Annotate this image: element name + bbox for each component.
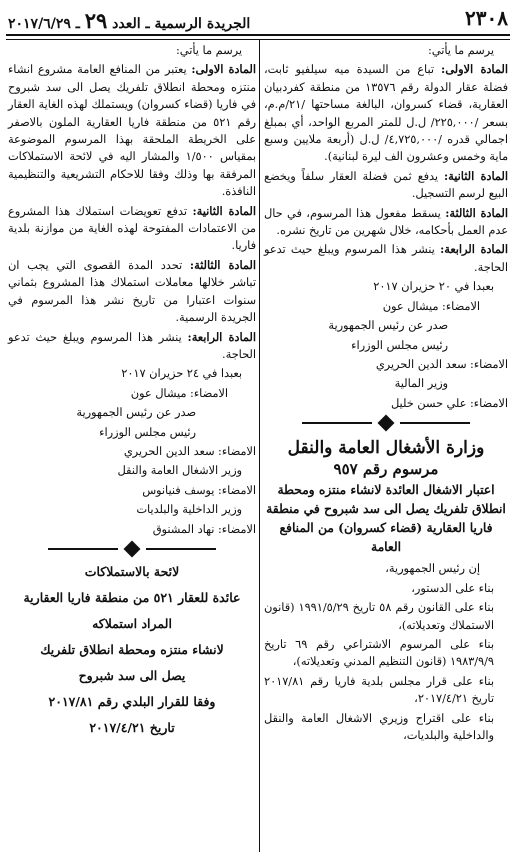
page-header [6,4,510,36]
signature: الامضاء: ميشال عون [130,386,228,400]
annex-line: المراد استملاكه [92,616,172,632]
column-divider [259,40,260,852]
annex-line: لائحة بالاستملاكات [84,564,180,580]
article-heading: المادة الثالثة: [445,205,508,220]
header-rule [6,39,510,40]
annex-line: وفقا للقرار البلدي رقم ٢٠١٧/٨١ [48,694,216,710]
decree-number: مرسوم رقم ٩٥٧ [333,459,439,478]
right-column [264,42,508,746]
signature: الامضاء: سعد الدين الحريري [375,357,508,371]
preamble-item: بناء على القانون رقم ٥٨ تاريخ ١٩٩١/٥/٢٩ (قانون الاستملاك وتعديلاته)، [264,601,494,632]
preamble-item: بناء على الدستور، [411,581,494,595]
issue-number: ٢٩ [84,8,108,33]
gazette-name: الجريدة الرسمية ـ العدد [112,16,251,32]
preamble-item: بناء على قرار مجلس بلدية فاريا رقم ٢٠١٧/٨١ تاريخ ٢٠١٧/٤/٢١، [264,674,494,706]
issue-date: ٢٠١٧/٦/٢٩ [8,16,71,32]
left-column [8,42,256,741]
article-3 [264,205,508,240]
ministry-heading: وزارة الأشغال العامة والنقل [287,437,485,458]
article-2 [264,168,508,203]
annex-line: لانشاء منتزه ومحطة انطلاق تلفريك [40,642,224,658]
article-body: يدفع ثمن فضلة العقار سلفاً ويخضع البيع لرسم التسجيل. [264,169,508,201]
pm-title: رئيس مجلس الوزراء [351,338,448,352]
article-heading: المادة الثانية: [192,203,256,218]
article-1 [8,61,256,200]
ornament [8,540,256,557]
pm-title: رئيس مجلس الوزراء [99,425,196,439]
separator: ـ [70,16,80,32]
article-heading: المادة الثانية: [444,168,508,183]
signature: الامضاء: سعد الدين الحريري [123,444,256,458]
article-heading: المادة الرابعة: [440,242,508,257]
minister-title: وزير الاشغال العامة والنقل [117,464,242,478]
annex-line: يصل الى سد شبروح [78,668,186,684]
signature: الامضاء: علي حسن خليل [390,396,508,410]
minister-title: وزير الداخلية والبلديات [136,503,242,517]
decree-intro: يرسم ما يأتي: [176,44,242,57]
signature: الامضاء: يوسف فنيانوس [142,483,256,497]
preamble-item: بناء على المرسوم الاشتراعي رقم ٦٩ تاريخ ١٩٨٣/٩/٩ (قانون التنظيم المدني وتعديلاته)، [264,637,494,669]
article-heading: المادة الثالثة: [189,257,256,272]
page-number: ٢٣٠٨ [465,6,508,30]
article-4 [264,241,508,276]
article-heading: المادة الاولى: [191,62,256,77]
article-body: يعتبر من المنافع العامة مشروع انشاء منتزه ومحطة انطلاق تلفريك يصل الى سد شبروح في فاريا (قضاء كسروان) ويستملك لهذه الغاية العقار رقم ٥٢١ من منطقة فاريا العقارية الملون بالاصفر على الخريطة الملحقة بهذا المرسوم الموضوعة بمقياس ١/٥٠٠ والمشار اليه في لائحة الاستملاكات المرفقة بها وذلك وفقا للاحكام التشريعية والتنظيمية النافذة. [8,63,257,199]
signature: الامضاء: نهاد المشنوق [152,522,256,536]
issued-by: صدر عن رئيس الجمهورية [328,319,448,333]
article-1 [264,61,508,165]
decree-title: اعتبار الاشغال العائدة لانشاء منتزه ومحطة انطلاق تلفريك يصل الى سد شبروح في منطقة فاريا العقارية (قضاء كسروان) من المنافع العامة [266,482,506,555]
place-date: بعبدا في ٢٤ حزيران ٢٠١٧ [121,367,242,381]
article-body: تدفع تعويضات استملاك هذا المشروع من الاعتمادات المفتوحة لهذه الغاية من موازنة بلدية فاريا. [8,204,256,253]
place-date: بعبدا في ٢٠ حزيران ٢٠١٧ [373,280,494,294]
article-2 [8,203,256,255]
preamble-item: بناء على اقتراح وزيري الاشغال العامة والنقل والداخلية والبلديات، [264,711,494,742]
issued-by: صدر عن رئيس الجمهورية [76,406,196,420]
article-body: ينشر هذا المرسوم ويبلغ حيث تدعو الحاجة. [8,330,256,361]
decree-intro: يرسم ما يأتي: [428,44,494,57]
annex-block [8,559,256,741]
article-heading: المادة الرابعة: [187,329,256,344]
ornament [264,414,508,431]
article-3 [8,257,256,327]
annex-line: عائدة للعقار ٥٢١ من منطقة فاريا العقارية [23,590,241,606]
annex-line: تاريخ ٢٠١٧/٤/٢١ [89,720,175,736]
signature: الامضاء: ميشال عون [382,299,480,313]
article-body: ينشر هذا المرسوم ويبلغ حيث تدعو الحاجة. [264,243,508,274]
article-body: يسقط مفعول هذا المرسوم، في حال عدم العمل بأحكامه، خلال شهرين من تاريخ نشره. [264,206,508,238]
article-body: تباع من السيدة ميه سيلفيو ثابت، فضلة عقار الدولة رقم ١٣٥٧٦ من منطقة كفردبيان العقارية، قضاء كسروان، البالغة مساحتها /٢١/م.م، بسعر /٢٢٥,٠٠٠/ ل.ل للمتر المربع الواحد، أي بمبلغ اجمالي قدره /٤,٧٢٥,٠٠٠/ ل.ل (أربعة ملايين وسبع ماية وخمس وعشرون الف ليرة لبنانية). [264,63,508,164]
gazette-title [8,8,250,33]
article-4 [8,329,256,364]
minister-title: وزير المالية [394,377,448,391]
article-heading: المادة الاولى: [441,62,508,77]
article-body: تحدد المدة القصوى التي يجب ان تباشر خلالها معاملات استملاك هذا المشروع بثماني سنوات اعتبارا من تاريخ نشر هذا المرسوم في الجريدة الرسمية. [8,258,256,325]
president-line: إن رئيس الجمهورية، [385,562,480,576]
